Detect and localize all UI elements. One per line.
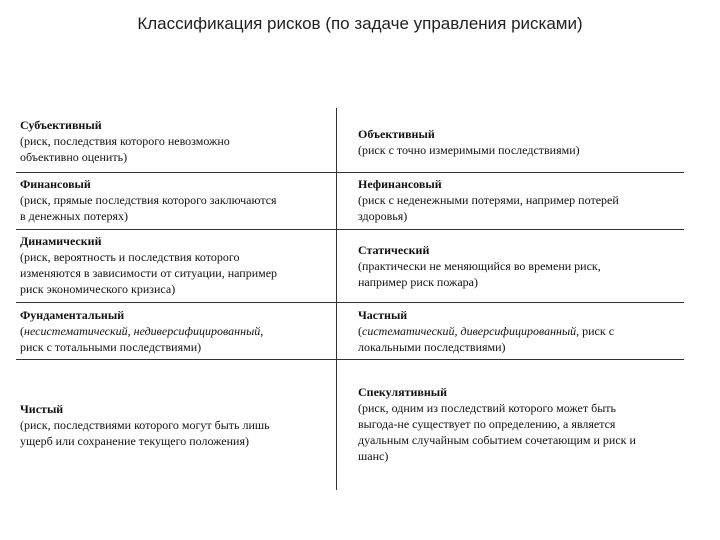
risk-dynamic [20, 233, 332, 297]
paren-after: , [260, 324, 264, 338]
risk-description: локальными последствиями) [358, 340, 506, 354]
risk-description: дуальным случайным событием сочетающим и риск и [358, 433, 636, 447]
risk-description: (риск, прямые последствия которого заключаются [20, 193, 277, 207]
risk-name: Чистый [20, 402, 64, 416]
risk-particular [358, 307, 688, 355]
row-divider [16, 359, 684, 360]
risk-description: (риск, последствиями которого могут быть лишь [20, 418, 270, 432]
risk-description [358, 323, 688, 339]
risk-description: объективно оценить) [20, 150, 128, 164]
risk-nonfinancial [358, 176, 688, 224]
risk-financial [20, 176, 332, 224]
risk-name: Частный [358, 308, 408, 322]
risk-objective [358, 126, 688, 158]
risk-description: (риск, вероятность и последствия которого [20, 250, 240, 264]
risk-name: Фундаментальный [20, 308, 125, 322]
risk-name: Финансовый [20, 177, 91, 191]
row-divider [16, 229, 684, 230]
risk-description: здоровья) [358, 209, 408, 223]
risk-description: риск с тотальными последствиями) [20, 340, 202, 354]
risk-description: шанс) [358, 449, 389, 463]
risk-name: Нефинансовый [358, 177, 442, 191]
column-divider [336, 108, 337, 490]
risk-description [20, 323, 332, 339]
page-title: Классификация рисков (по задаче управления рисками) [137, 14, 583, 33]
risk-pure [20, 401, 332, 449]
paren-open: ( [20, 324, 24, 338]
risk-synonyms: несистематический, недиверсифицированный [24, 324, 261, 338]
risk-description: (риск с точно измеримыми последствиями) [358, 143, 580, 157]
risk-name: Субъективный [20, 118, 102, 132]
risk-synonyms: систематический, диверсифицированный [362, 324, 577, 338]
risk-description: (практически не меняющийся во времени риск, [358, 259, 601, 273]
risk-description: изменяются в зависимости от ситуации, например [20, 266, 278, 280]
risk-description: в денежных потерях) [20, 209, 128, 223]
risk-name: Статический [358, 243, 430, 257]
risk-description: (риск, последствия которого невозможно [20, 134, 230, 148]
paren-open: ( [358, 324, 362, 338]
row-divider [16, 172, 684, 173]
risk-description: ущерб или сохранение текущего положения) [20, 434, 249, 448]
risk-description: (риск, одним из последствий которого может быть [358, 401, 616, 415]
risk-name: Объективный [358, 127, 435, 141]
risk-name: Спекулятивный [358, 385, 448, 399]
risk-name: Динамический [20, 234, 102, 248]
risk-speculative [358, 384, 688, 464]
risk-subjective [20, 117, 332, 165]
row-divider [16, 302, 684, 303]
risk-description: выгода-не существует по определению, а является [358, 417, 616, 431]
risk-description: риск экономического кризиса) [20, 282, 176, 296]
risk-static [358, 242, 688, 290]
paren-after: , риск с [576, 324, 615, 338]
risk-description: например риск пожара) [358, 275, 478, 289]
risk-description: (риск с неденежными потерями, например потерей [358, 193, 619, 207]
risk-fundamental [20, 307, 332, 355]
